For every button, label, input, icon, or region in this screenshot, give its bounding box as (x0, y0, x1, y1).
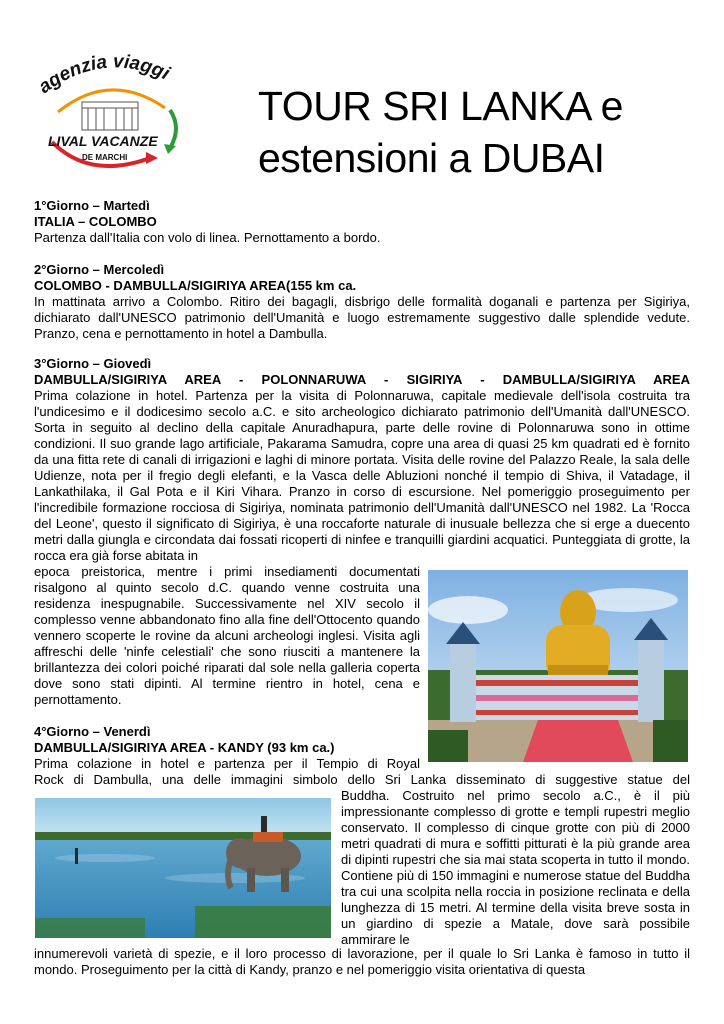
day-4-text-end: innumerevoli varietà di spezie, e il loro processo di lavorazione, per il quale lo Sri Lanka è famoso in tutto il mondo. Proseguimento per la città di Kandy, pranzo e nel pomeriggio visita orientativa di questa (34, 946, 690, 977)
page-title (258, 80, 688, 184)
day-3-heading: 3°Giorno – Giovedì (34, 356, 152, 371)
day-2-heading: 2°Giorno – Mercoledì (34, 262, 165, 277)
day-1-section (34, 198, 690, 246)
day-1-route: ITALIA – COLOMBO (34, 214, 157, 229)
logo-sub: DE MARCHI (82, 153, 128, 162)
day-1-text: Partenza dall'Italia con volo di linea. Pernottamento a bordo. (34, 230, 381, 245)
day-3-section (34, 356, 690, 564)
logo-brand: LIVAL VACANZE (48, 133, 158, 149)
day-4-section (34, 724, 690, 788)
day-4-line-2: Rock di Dambulla, una delle immagini simbolo dello Sri Lanka disseminato di suggestive statue del (34, 772, 690, 787)
day-2-text: In mattinata arrivo a Colombo. Ritiro dei bagagli, disbrigo delle formalità doganali e partenza per Sigiriya, dichiarato dall'UNESCO patrimonio dell'Umanità e luogo estremamente suggestivo dalle splendide vedute. Pranzo, cena e pernottamento in hotel a Dambulla. (34, 294, 690, 341)
agency-logo (30, 50, 190, 175)
title-line-2: estensioni a DUBAI (258, 135, 605, 181)
day-4-line-1: Prima colazione in hotel e partenza per il Tempio di Royal (34, 756, 420, 771)
day-3-text-wrap: epoca preistorica, mentre i primi insediamenti documentati risalgono al quinto secolo d.C. quando venne costruita una residenza inespugnabile. Successivamente nel XIV secolo il complesso venne abbandonato fino alla fine dell'Ottocento quando vennero scoperte le rovine da alcuni archeologi inglesi. Visita agli affreschi delle 'ninfe celestiali' che sono riusciti a mantenere la brillantezza dei colori poiché riparati dal sole nella galleria coperta dove sono stati dipinti. Al termine rientro in hotel, cena e pernottamento. (34, 564, 420, 707)
day-3-text: Prima colazione in hotel. Partenza per la visita di Polonnaruwa, capitale medievale dell'isola costruita tra l'undicesimo e il dodicesimo secolo a.C. e sito archeologico dichiarato patrimonio dell'Umanità dall'UNESCO. Sorta in seguito al declino della capitale Anuradhapura, parte delle rovine di Polonnaruwa sono in ottime condizioni. Il suo grande lago artificiale, Pakarama Samudra, copre una area di quasi 25 km quadrati ed è fornito da una fitta rete di canali di irrigazioni e laghi di minore portata. Visita delle rovine del Palazzo Reale, la sala delle Udienze, nota per il fregio degli elefanti, e la Vasca delle Abluzioni nonché il tempio di Shiva, il Vatadage, il Lankathilaka, il Gal Pota e il Kiri Vihara. Pranzo in corso di escursione. Nel pomeriggio proseguimento per l'incredibile formazione rocciosa di Sigiriya, nominata patrimonio dell'Umanità dall'UNESCO nel 1982. La 'Rocca del Leone', questo il significato di Sigiriya, è una roccaforte naturale di inusuale bellezza che si erge a duecento metri dalla giungla e circondata dai fossati ricoperti di ninfee e tranquilli giardini acquatici. Punteggiata di grotte, la rocca era già forse abitata in (34, 388, 690, 563)
day-4-heading: 4°Giorno – Venerdì (34, 724, 151, 739)
day-4-text-wrap: Buddha. Costruito nel primo secolo a.C., è il più impressionante complesso di grotte e templi rupestri meglio conservato. Il complesso di cinque grotte con più di 2000 metri quadrati di mura e soffitti pitturati è la più grande area di dipinti rupestri che sia mai stata scoperta in tutto il mondo. Contiene più di 150 immagini e numerose statue del Buddha tra cui una scolpita nella roccia in posizione reclinata e della lunghezza di 15 metri. Al termine della visita breve sosta in un giardino di spezie a Matale, dove sarà possibile ammirare le (341, 788, 690, 947)
title-line-1: TOUR SRI LANKA e (258, 83, 623, 129)
logo-top-text: agenzia viaggi (34, 51, 173, 98)
day-1-heading: 1°Giorno – Martedì (34, 198, 150, 213)
day-2-route: COLOMBO - DAMBULLA/SIGIRIYA AREA(155 km ca. (34, 278, 357, 293)
day-2-section (34, 262, 690, 342)
elephant-lake-photo (35, 798, 331, 938)
day-4-route: DAMBULLA/SIGIRIYA AREA - KANDY (93 km ca.) (34, 740, 335, 755)
day-3-route: DAMBULLA/SIGIRIYA AREA - POLONNARUWA - SIGIRIYA - DAMBULLA/SIGIRIYA AREA (34, 372, 690, 387)
